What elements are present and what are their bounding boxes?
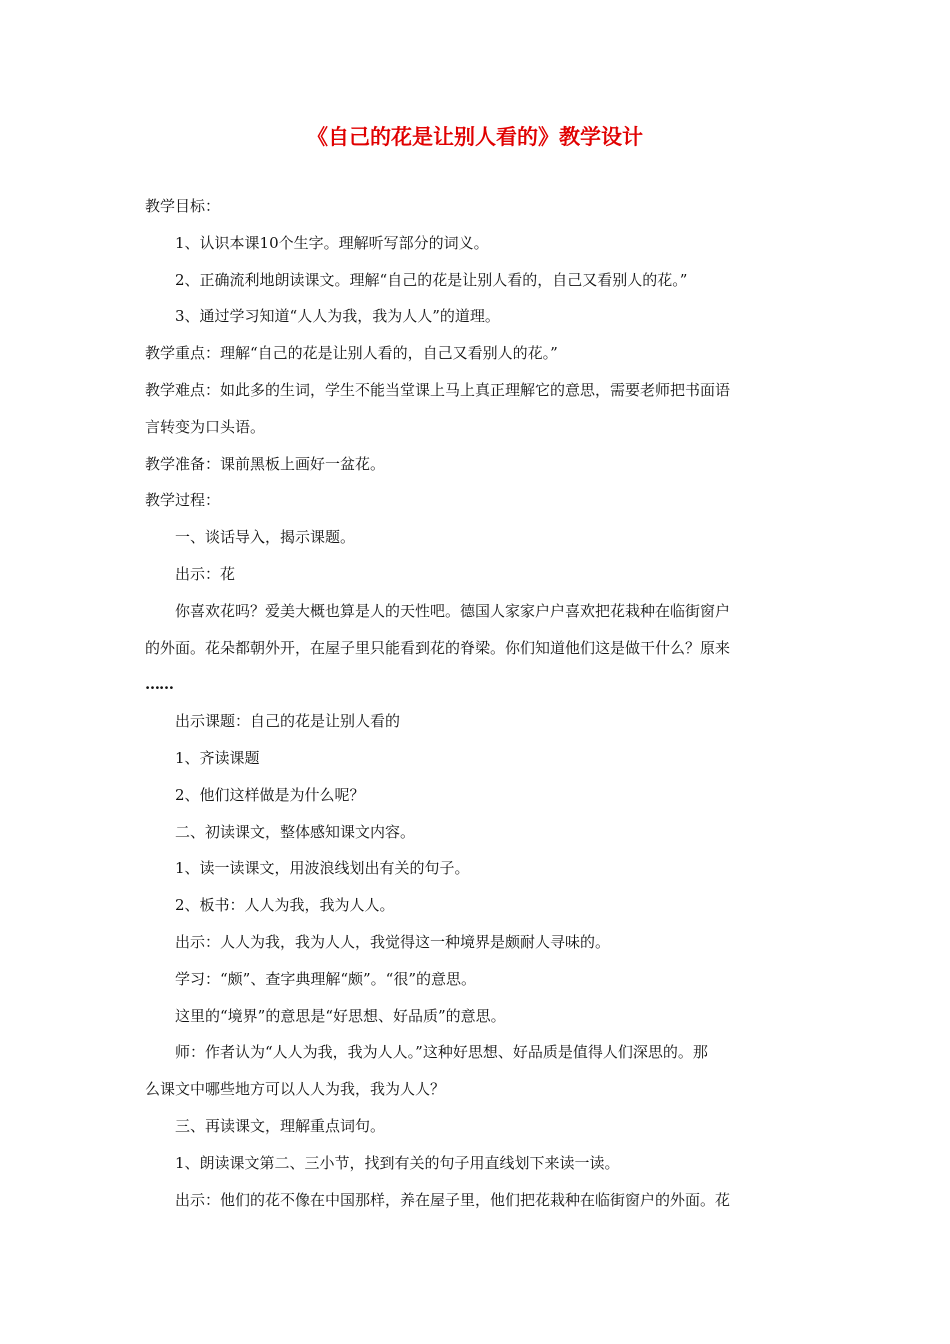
- paragraph-line: 1、朗读课文第二、三小节，找到有关的句子用直线划下来读一读。: [175, 1153, 620, 1172]
- paragraph-line: 2、板书：人人为我，我为人人。: [175, 896, 395, 915]
- paragraph-line: 出示：人人为我，我为人人，我觉得这一种境界是颇耐人寻味的。: [175, 932, 611, 951]
- paragraph-line: 一、谈话导入，揭示课题。: [175, 528, 356, 547]
- paragraph-line: 师：作者认为“人人为我，我为人人。”这种好思想、好品质是值得人们深思的。那: [175, 1043, 708, 1062]
- paragraph-line: 你喜欢花吗？爱美大概也算是人的天性吧。德国人家家户户喜欢把花栽种在临街窗户: [175, 601, 731, 620]
- paragraph-line: 教学目标：: [145, 197, 221, 215]
- paragraph-line: 二、初读课文，整体感知课文内容。: [175, 822, 416, 841]
- paragraph-line: 么课文中哪些地方可以人人为我，我为人人？: [145, 1080, 446, 1099]
- paragraph-line: 这里的“境界”的意思是“好思想、好品质”的意思。: [175, 1006, 506, 1025]
- paragraph-line: 教学过程：: [145, 491, 221, 510]
- paragraph-line: 2、正确流利地朗读课文。理解“自己的花是让别人看的，自己又看别人的花。”: [175, 270, 688, 289]
- paragraph-line: 出示：他们的花不像在中国那样，养在屋子里，他们把花栽种在临街窗户的外面。花: [175, 1190, 731, 1209]
- paragraph-line: 1、读一读课文，用波浪线划出有关的句子。: [175, 859, 470, 878]
- paragraph-line: 三、再读课文，理解重点词句。: [175, 1116, 386, 1135]
- paragraph-line: 教学重点：理解“自己的花是让别人看的，自己又看别人的花。”: [145, 344, 558, 363]
- paragraph-line: 言转变为口头语。: [145, 417, 266, 436]
- paragraph-line: 2、他们这样做是为什么呢？: [175, 785, 365, 804]
- paragraph-line: 1、齐读课题: [175, 748, 260, 767]
- paragraph-line: 教学难点：如此多的生词，学生不能当堂课上马上真正理解它的意思，需要老师把书面语: [145, 380, 731, 399]
- paragraph-line: 出示：花: [175, 564, 236, 583]
- document-body: [145, 196, 805, 1226]
- paragraph-line: 3、通过学习知道“人人为我，我为人人”的道理。: [175, 307, 500, 326]
- paragraph-line: 学习：“颇”、查字典理解“颇”。“很”的意思。: [175, 969, 477, 988]
- paragraph-line: 出示课题：自己的花是让别人看的: [175, 712, 401, 731]
- paragraph-line: 1、认识本课10个生字。理解听写部分的词义。: [175, 233, 489, 252]
- paragraph-line: 的外面。花朵都朝外开，在屋子里只能看到花的脊梁。你们知道他们这是做干什么？原来: [145, 638, 731, 657]
- paragraph-line: 教学准备：课前黑板上画好一盆花。: [145, 454, 386, 473]
- paragraph-line: ……: [145, 675, 173, 694]
- document-title: 《自己的花是让别人看的》教学设计: [307, 124, 643, 149]
